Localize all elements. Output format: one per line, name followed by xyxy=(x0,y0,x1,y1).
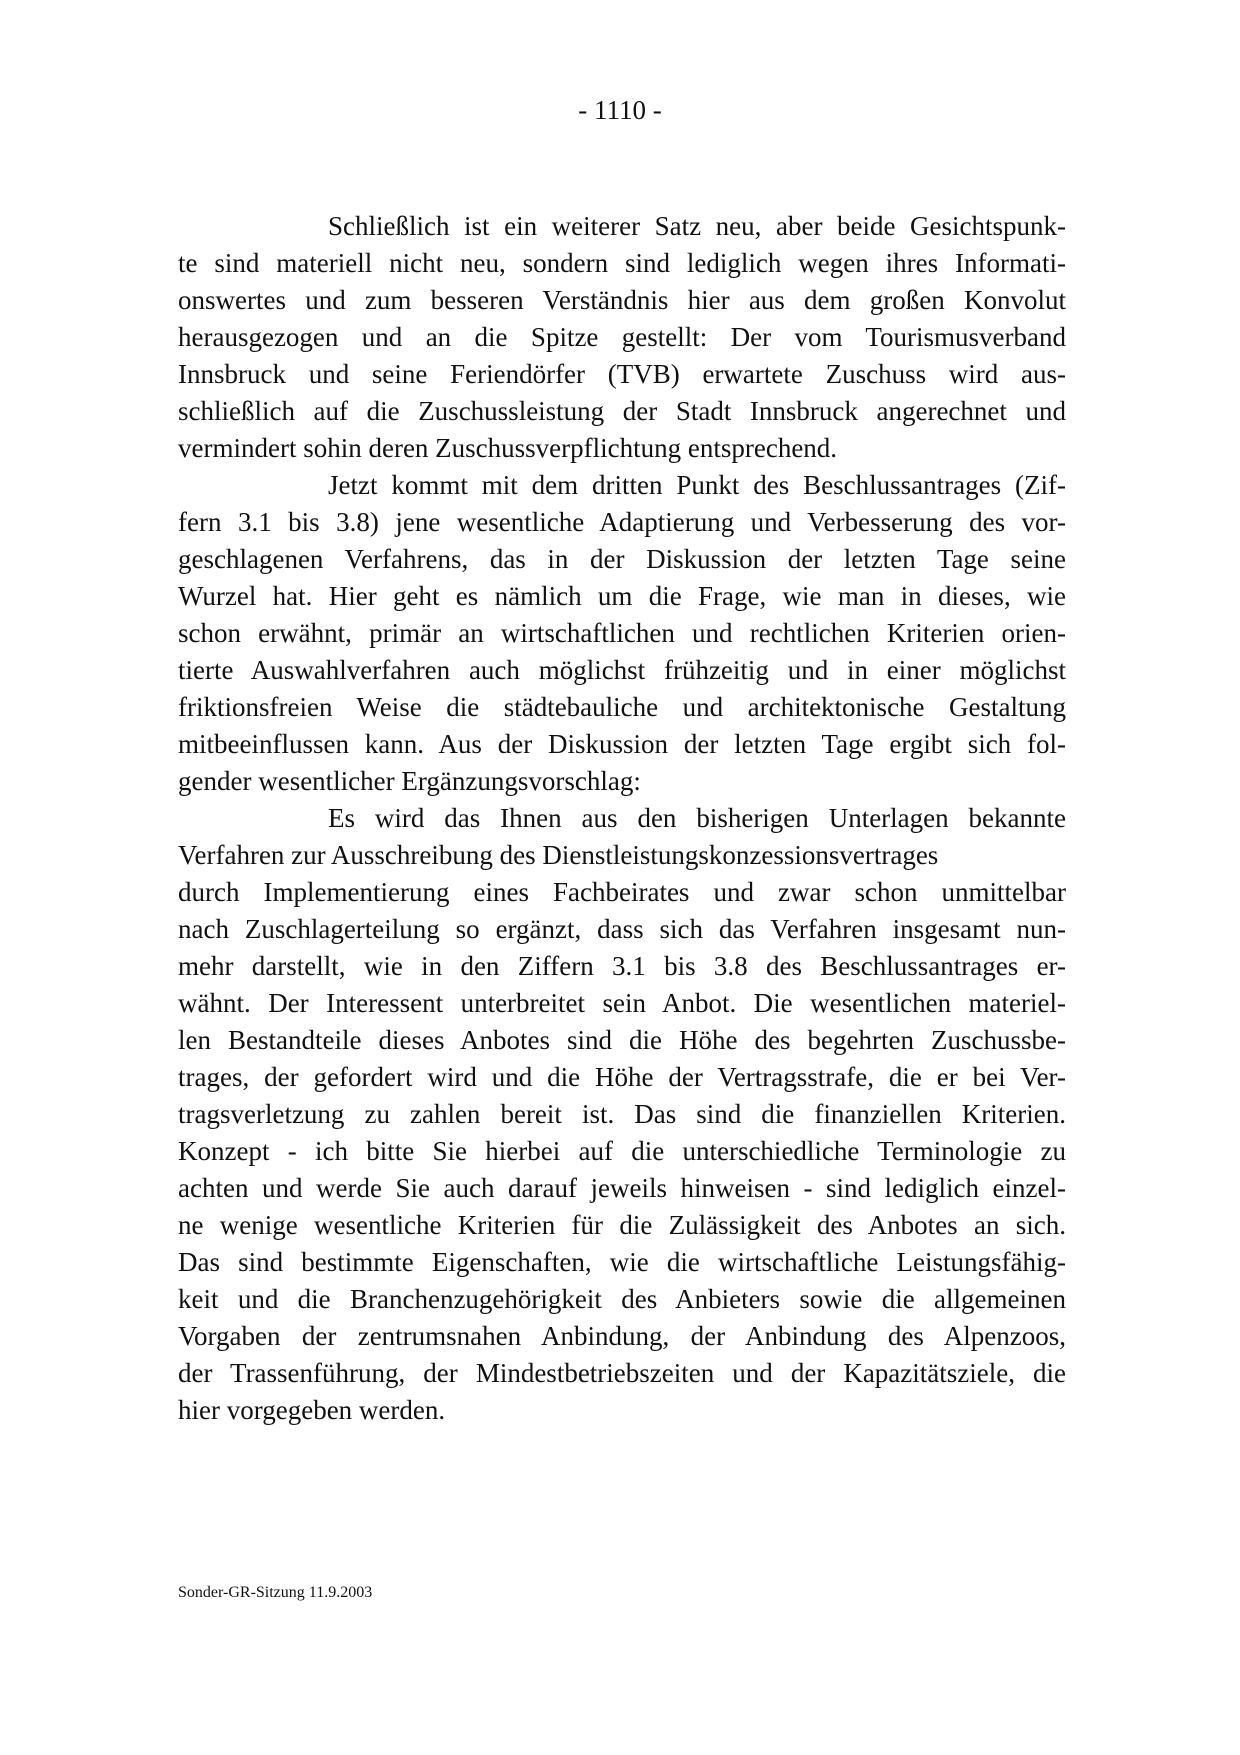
body-text xyxy=(178,208,1066,1429)
text-line: herausgezogen und an die Spitze gestellt: Der vom Tourismusverband xyxy=(178,322,1066,352)
text-line: friktionsfreien Weise die städtebauliche und architektonische Gestaltung xyxy=(178,692,1066,722)
text-line: te sind materiell nicht neu, sondern sind lediglich wegen ihres Informati- xyxy=(178,248,1066,278)
text-line: schließlich auf die Zuschussleistung der Stadt Innsbruck angerechnet und xyxy=(178,396,1066,426)
page-number: - 1110 - xyxy=(578,95,662,125)
text-line: ne wenige wesentliche Kriterien für die Zulässigkeit des Anbotes an sich. xyxy=(178,1210,1066,1240)
text-line: Verfahren zur Ausschreibung des Dienstleistungskonzessionsvertrages xyxy=(178,840,939,870)
text-line: der Trassenführung, der Mindestbetriebszeiten und der Kapazitätsziele, die xyxy=(178,1358,1066,1388)
paragraph-2 xyxy=(178,467,1066,800)
text-line: schon erwähnt, primär an wirtschaftlichen und rechtlichen Kriterien orien- xyxy=(178,618,1066,648)
text-line: len Bestandteile dieses Anbotes sind die Höhe des begehrten Zuschussbe- xyxy=(178,1025,1066,1055)
text-line: nach Zuschlagerteilung so ergänzt, dass sich das Verfahren insgesamt nun- xyxy=(178,914,1066,944)
text-line: Es wird das Ihnen aus den bisherigen Unterlagen bekannte xyxy=(328,803,1066,833)
text-line: durch Implementierung eines Fachbeirates und zwar schon unmittelbar xyxy=(178,877,1066,907)
text-line: Konzept - ich bitte Sie hierbei auf die unterschiedliche Terminologie zu xyxy=(178,1136,1066,1166)
text-line: geschlagenen Verfahrens, das in der Diskussion der letzten Tage seine xyxy=(178,544,1066,574)
text-line: gender wesentlicher Ergänzungsvorschlag: xyxy=(178,766,641,796)
text-line: Jetzt kommt mit dem dritten Punkt des Beschlussantrages (Zif- xyxy=(328,470,1066,500)
text-line: keit und die Branchenzugehörigkeit des Anbieters sowie die allgemeinen xyxy=(178,1284,1066,1314)
text-line: Wurzel hat. Hier geht es nämlich um die Frage, wie man in dieses, wie xyxy=(178,581,1066,611)
text-line: trages, der gefordert wird und die Höhe der Vertragsstrafe, die er bei Ver- xyxy=(178,1062,1066,1092)
text-line: tierte Auswahlverfahren auch möglichst frühzeitig und in einer möglichst xyxy=(178,655,1066,685)
text-line: vermindert sohin deren Zuschussverpflichtung entsprechend. xyxy=(178,433,838,463)
text-line: Innsbruck und seine Feriendörfer (TVB) erwartete Zuschuss wird aus- xyxy=(178,359,1066,389)
text-line: mehr darstellt, wie in den Ziffern 3.1 bis 3.8 des Beschlussantrages er- xyxy=(178,951,1066,981)
text-line: fern 3.1 bis 3.8) jene wesentliche Adaptierung und Verbesserung des vor- xyxy=(178,507,1066,537)
text-line: achten und werde Sie auch darauf jeweils hinweisen - sind lediglich einzel- xyxy=(178,1173,1066,1203)
paragraph-3 xyxy=(178,800,1066,1429)
text-line: Schließlich ist ein weiterer Satz neu, aber beide Gesichtspunk- xyxy=(328,211,1066,241)
text-line: Vorgaben der zentrumsnahen Anbindung, der Anbindung des Alpenzoos, xyxy=(178,1321,1066,1351)
text-line: mitbeeinflussen kann. Aus der Diskussion der letzten Tage ergibt sich fol- xyxy=(178,729,1066,759)
text-line: onswertes und zum besseren Verständnis hier aus dem großen Konvolut xyxy=(178,285,1066,315)
paragraph-1 xyxy=(178,208,1066,467)
footer-session-date: Sonder-GR-Sitzung 11.9.2003 xyxy=(178,1584,373,1601)
text-line: Das sind bestimmte Eigenschaften, wie die wirtschaftliche Leistungsfähig- xyxy=(178,1247,1066,1277)
text-line: tragsverletzung zu zahlen bereit ist. Das sind die finanziellen Kriterien. xyxy=(178,1099,1066,1129)
text-line: hier vorgegeben werden. xyxy=(178,1395,446,1425)
text-line: wähnt. Der Interessent unterbreitet sein Anbot. Die wesentlichen materiel- xyxy=(178,988,1066,1018)
